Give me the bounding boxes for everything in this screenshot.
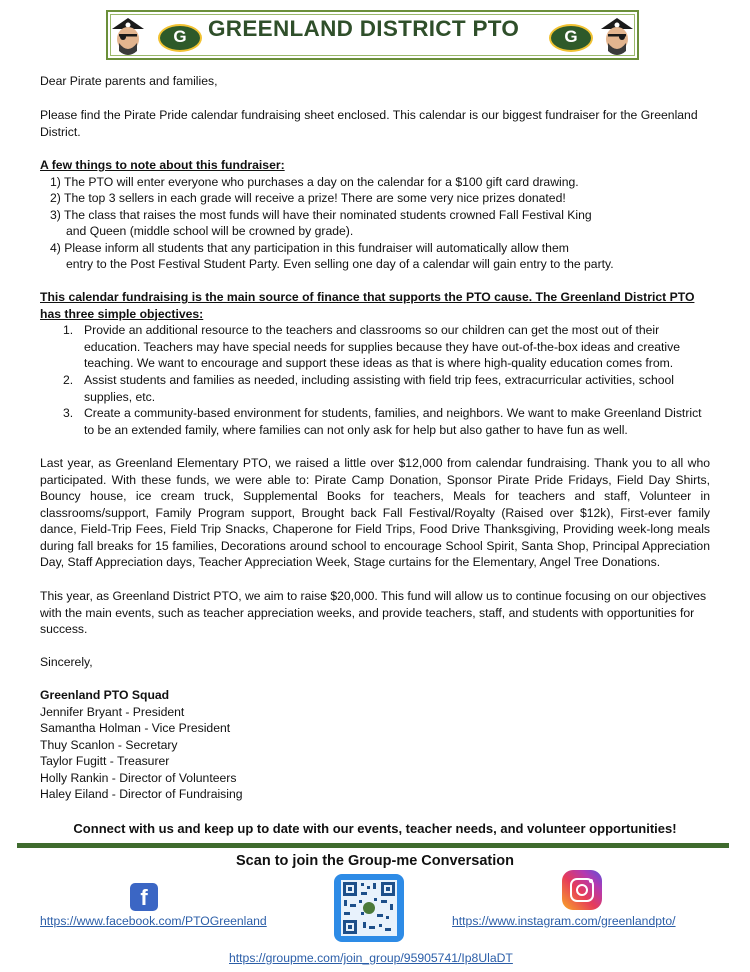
page-title: GREENLAND DISTRICT PTO bbox=[208, 16, 520, 41]
note-item: 1) The PTO will enter everyone who purchases a day on the calendar for a $100 gift card drawing. bbox=[50, 175, 579, 189]
instagram-link[interactable]: https://www.instagram.com/greenlandpto/ bbox=[452, 914, 676, 928]
groupme-qr-code[interactable] bbox=[334, 874, 404, 942]
pirate-mascot-icon bbox=[110, 15, 146, 59]
squad-member: Thuy Scanlon - Secretary bbox=[40, 738, 178, 752]
pirate-mascot-icon bbox=[599, 15, 635, 59]
squad-member: Haley Eiland - Director of Fundraising bbox=[40, 787, 243, 801]
intro-paragraph: Please find the Pirate Pride calendar fundraising sheet enclosed. This calendar is our biggest fundraiser for the Greenland District. bbox=[40, 108, 698, 139]
instagram-icon-lens bbox=[576, 884, 588, 896]
last-year-paragraph: Last year, as Greenland Elementary PTO, we raised a little over $12,000 from calendar fundraising. Thank you to all who participated. With these funds, we were able to: Pirate Camp Donation, Sponsor Pirate Pride Fridays, Field Day Shirts, Bouncy house, ice cream truck, Supplemental Books for teachers, Meals for teachers and staff, Volunteer in classrooms/support, Family Program support, Brought back Fall Festival/Royalty (Raised over $12k), First-ever family dance, Field-Trip Fees, Field Trip Snacks, Chaperone for Field Trips, Food Drive Thanksgiving, Providing week-long meals during fall breaks for 15 families, Decorations around school to encourage School Spirit, Santa Shop, Principal Appreciation Day, Staff Appreciation days, Teacher Appreciation Week, Stage curtains for the Elementary, Angel Tree Donations. bbox=[40, 456, 710, 569]
note-item-continued: entry to the Post Festival Student Party. Even selling one day of a calendar will gain entry to the party. bbox=[66, 257, 614, 271]
scan-heading: Scan to join the Group-me Conversation bbox=[236, 853, 514, 869]
this-year-paragraph: This year, as Greenland District PTO, we aim to raise $20,000. This fund will allow us to continue focusing on our objectives with the main events, such as teacher appreciation weeks, and provide teachers, staff, and students with opportunities for success. bbox=[40, 589, 707, 636]
squad-member: Samantha Holman - Vice President bbox=[40, 721, 231, 735]
note-item: 2) The top 3 sellers in each grade will receive a prize! There are some very nice prizes donated! bbox=[50, 191, 566, 205]
objective-number: 2. bbox=[63, 373, 74, 387]
objective-text: Provide an additional resource to the teachers and classrooms so our children can get the most out of their education. Teachers may have special needs for supplies because they have out-of-the-box ideas and creative teaching. We want to encourage and support these ideas as that is where high-quality education comes from. bbox=[84, 323, 680, 370]
header-banner bbox=[106, 10, 639, 60]
objective-number: 1. bbox=[63, 323, 74, 337]
objective-number: 3. bbox=[63, 406, 74, 420]
qr-code-icon bbox=[341, 880, 397, 936]
squad-title: Greenland PTO Squad bbox=[40, 688, 170, 702]
footer-divider bbox=[17, 843, 729, 848]
instagram-icon-dot bbox=[589, 879, 593, 883]
groupme-link[interactable]: https://groupme.com/join_group/95905741/Ip8UlaDT bbox=[229, 951, 513, 965]
note-item-continued: and Queen (middle school will be crowned by grade). bbox=[66, 224, 354, 238]
objective-text: Assist students and families as needed, including assisting with field trip fees, extracurricular activities, school supplies, etc. bbox=[84, 373, 675, 404]
greenland-g-logo-icon bbox=[549, 24, 593, 52]
objectives-heading: This calendar fundraising is the main source of finance that supports the PTO cause. The Greenland District PTO has three simple objectives: bbox=[40, 290, 695, 321]
squad-member: Holly Rankin - Director of Volunteers bbox=[40, 771, 237, 785]
note-item: 3) The class that raises the most funds will have their nominated students crowned Fall Festival King bbox=[50, 208, 592, 222]
objective-text: Create a community-based environment for students, families, and neighbors. We want to make Greenland District to be an extended family, where families can not only ask for help but also gather to have fun as well. bbox=[84, 406, 702, 437]
instagram-icon[interactable] bbox=[562, 870, 602, 910]
facebook-link[interactable]: https://www.facebook.com/PTOGreenland bbox=[40, 914, 267, 928]
greeting: Dear Pirate parents and families, bbox=[40, 74, 218, 88]
note-item: 4) Please inform all students that any participation in this fundraiser will automatically allow them bbox=[50, 241, 569, 255]
greenland-g-logo-icon bbox=[158, 24, 202, 52]
notes-heading: A few things to note about this fundraiser: bbox=[40, 158, 285, 172]
squad-member: Taylor Fugitt - Treasurer bbox=[40, 754, 170, 768]
squad-member: Jennifer Bryant - President bbox=[40, 705, 185, 719]
facebook-icon[interactable]: f bbox=[130, 883, 158, 911]
closing: Sincerely, bbox=[40, 655, 93, 669]
connect-message: Connect with us and keep up to date with our events, teacher needs, and volunteer opportunities! bbox=[73, 821, 677, 836]
